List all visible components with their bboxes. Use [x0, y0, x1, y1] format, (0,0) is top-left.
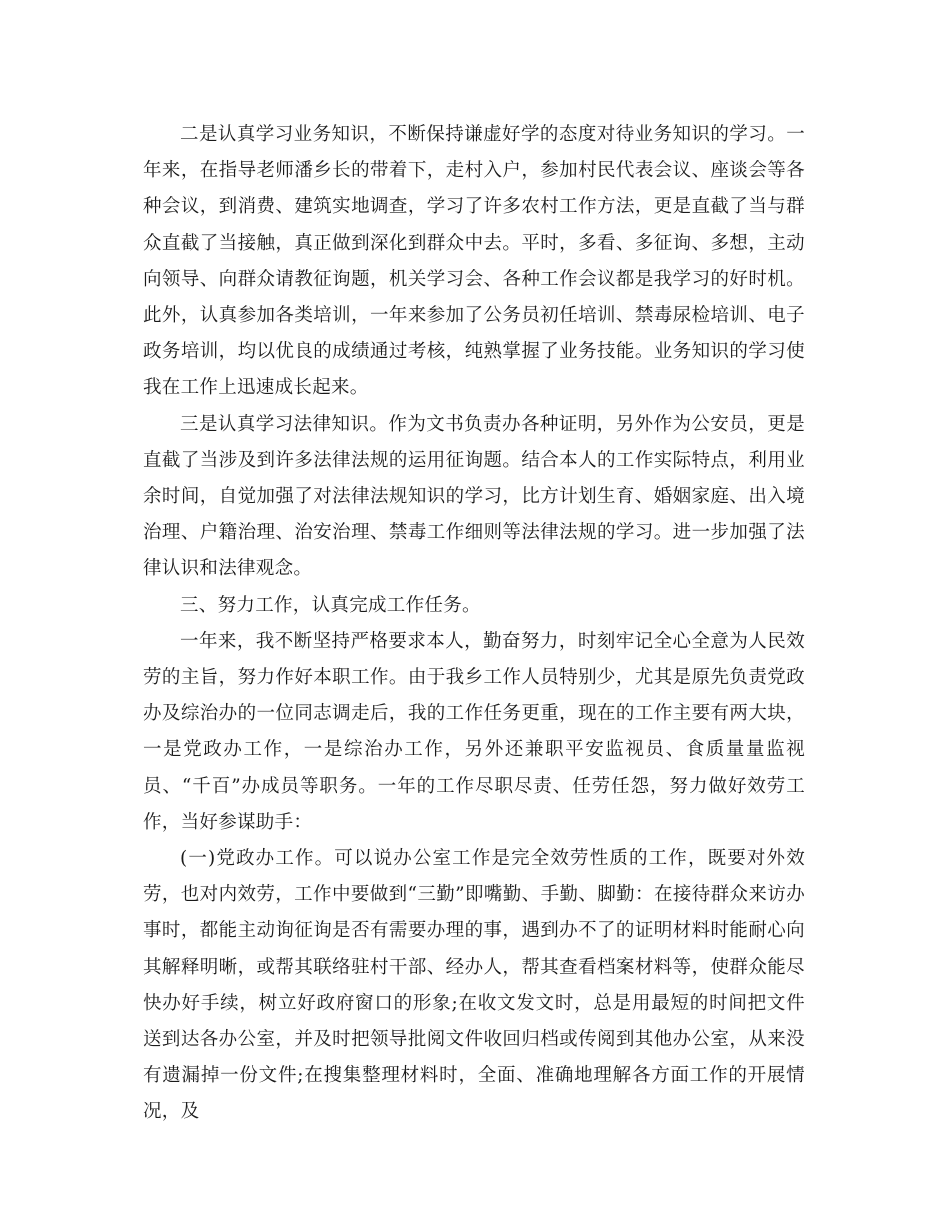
paragraph-study-legal-knowledge: 三是认真学习法律知识。作为文书负责办各种证明，另外作为公安员，更是直截了当涉及到许多法律法规的运用征询题。结合本人的工作实际特点，利用业余时间，自觉加强了对法律法规知识的学习，比方计划生育、婚姻家庭、出入境治理、户籍治理、治安治理、禁毒工作细则等法律法规的学习。进一步加强了法律认识和法律观念。 — [143, 413, 805, 580]
paragraph-study-business-knowledge: 二是认真学习业务知识，不断保持谦虚好学的态度对待业务知识的学习。一年来，在指导老师潘乡长的带着下，走村入户，参加村民代表会议、座谈会等各种会议，到消费、建筑实地调查，学习了许多农村工作方法，更是直截了当与群众直截了当接触，真正做到深化到群众中去。平时，多看、多征询、多想，主动向领导、向群众请教征询题，机关学习会、各种工作会议都是我学习的好时机。此外，认真参加各类培训，一年来参加了公务员初任培训、禁毒尿检培训、电子政务培训，均以优良的成绩通过考核，纯熟掌握了业务技能。业务知识的学习使我在工作上迅速成长起来。 — [143, 124, 805, 399]
document-body — [143, 117, 805, 1131]
section-heading-work-tasks: 三、努力工作，认真完成工作任务。 — [180, 594, 481, 616]
paragraph-work-overview: 一年来，我不断坚持严格要求本人，勤奋努力，时刻牢记全心全意为人民效劳的主旨，努力作好本职工作。由于我乡工作人员特别少，尤其是原先负责党政办及综治办的一位同志调走后，我的工作任务更重，现在的工作主要有两大块，一是党政办工作，一是综治办工作，另外还兼职平安监视员、食质量量监视员、“千百”办成员等职务。一年的工作尽职尽责、任劳任怨，努力做好效劳工作，当好参谋助手： — [143, 630, 805, 833]
paragraph-party-office-work: (一)党政办工作。可以说办公室工作是完全效劳性质的工作，既要对外效劳，也对内效劳，工作中要做到“三勤”即嘴勤、手勤、脚勤：在接待群众来访办事时，都能主动询征询是否有需要办理的事，遇到办不了的证明材料时能耐心向其解释明晰，或帮其联络驻村干部、经办人，帮其查看档案材料等，使群众能尽快办好手续，树立好政府窗口的形象;在收文发文时，总是用最短的时间把文件送到达各办公室，并及时把领导批阅文件收回归档或传阅到其他办公室，从来没有遗漏掉一份文件;在搜集整理材料时，全面、准确地理解各方面工作的开展情况，及 — [143, 848, 805, 1123]
